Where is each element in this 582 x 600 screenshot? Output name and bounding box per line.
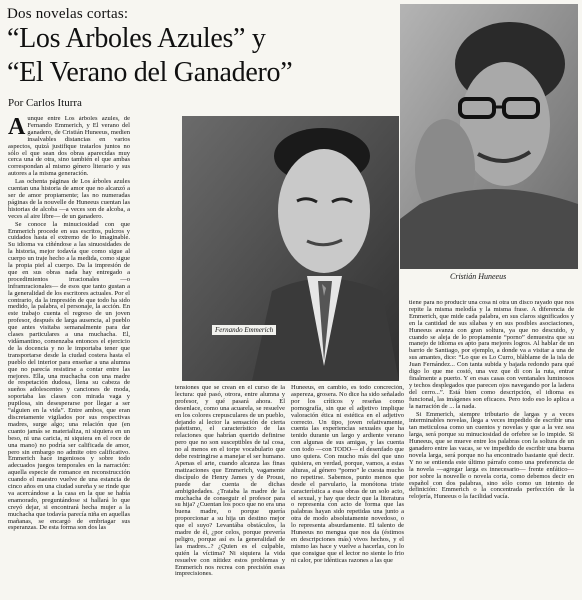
drop-cap: A — [8, 116, 26, 140]
article-column-2 — [175, 385, 285, 595]
portrait-photo-emmerich — [182, 116, 399, 381]
paragraph: Las ochenta páginas de Los árboles azules cuentan una historia de amor que no alcanzó a ser de amor propiamente; las no numeradas páginas de la nouvelle de Huneeus cuentan las historias de alcoba —a veces son de alcoba, a veces al aire libre— de un ganadero. — [8, 178, 130, 220]
paragraph: Si Emmerich, siempre tributario de largas y a veces interminables novelas, llega a veces impedido de escribir una tan meticulosa como un cuentos y novelas y que a la vez sea larga, será porque su minuciosidad de orfebre se lo impide. Si Huneeus, que se mueve entre los palabras con la soltura de un ganadero entre las vacas, se ve impedido de escribir una buena novela larga, será porque no ha encontrado bastante qué decir. Y no se entienda este último párrafo como una preferencia de la novela —agregar larga es innecesario— frente enfático— por sobre la nouvelle o novela corta, como debemos decir en español con dos palabras, sino sólo como un intento de definición: Emmerich o la concentrada perfección de la relojería, Huneeus o la facilidad vacía. — [409, 410, 574, 501]
paragraph: Se conoce la minuciosidad con que Emmerich procede en sus escritos, pulcros y cuidados hasta el extremo de lo imaginable. Su idioma va ciñéndose a las sinuosidades de la historia, mejor todavía que como sigue al cuerpo un traje hecho a la medida, como sigue la propia piel al cuerpo. Da la impresión de que en sus obras nada hay entregado a procedimientos irracionales —o inframracionales— de esos que tanto gustan a la generalidad de los escritores actuales. Por el contrario, da la impresión de que todo ha sido medido, la palabra, el personaje, la acción. En este trabajo cuenta el regreso de un joven profesor, después de larga ausencia, al pueblo que antes visitaba semanalmente para dar clases particulares a una muchacha. El, vidámantino, comenzaba entonces el ejercicio de la docencia y no le importaba tener que transportarse desde la ciudad costera hasta el pueblo del interior para enseñar a una alumna que no parecía resistirse a contar entre las mejores. Ella, una muchacha con una madre de respetación dudosa, llena su cabeza de sueños adolescentes y canciones de moda, soportaba las clases con mirada vaga y pupilosa, sin desesperarse por llegar a ser “alguien en la vida”. Entre ambos, que eran discretamente vigilados por sus respectivas madres, surge algo; una relación que (en cuanto jamás se materializa, ni siquiera en un beso, ni una caricia, ni siquiera en el roce de una mano) no podría ser calificada de amor, pero sin embargo no admite otro calificativo. Emmerich hace ingeniosos y sobre todo adecuados juegos temporales en la narración: aquella especie de romance en reconstrucción cuando el maestro vuelve de una estancia de cinco años en una ciudad sureña y se rinde que va acercándose a la casa en la que se había enamorado, preguntándose si hallará lo que creyó dejar, si encontrará hecha mujer a la muchacha que todavía parecía niña en aquellas mañanas, se encargó de embriagar sus esperanzas. De esta forma son dos las — [8, 220, 130, 532]
paragraph: tensiones que se crean en el curso de la lectura: qué pasó, otrora, entre alumna y profesor, y qué pasará ahora. El desenlace, como una acuarela, se resuelve en los colores crepusculares de un pueblo, dejando al lector la sensación de cierta patetismo, el característico de las relaciones que habrían querido definirse pero que no son susceptibles de tal cosa, no al menos en el torpe vocabulario que debe restringirse a manejar el ser humano. Apenas el arte, cuando alcanza las finas matizaciones que Emmerich, vagamente discípulo de Henry James y de Proust, puede dar cuenta de dichas ambigüedades. ¿Trataba la madre de la muchacha de conseguir el profesor para su hija? ¿Cuentan los poco que no era una buena madre, o porque quería proporcionar a su hija un destino mejor que el suyo? Levantába obstáculos, la madre de él, ¿por celos, porque prevería peligro, porque así es la generalidad de las madres...? ¿Quien es el culpable, quién la víctima? Ni siquiera la vida resuelve con nítidez estos problemas y Emmerich nos recrea con precisión esas imprecisiones. — [175, 385, 285, 578]
article-kicker: Dos novelas cortas: — [7, 6, 129, 22]
article-title-line-1: “Los Arboles Azules” y — [7, 23, 266, 54]
paragraph — [8, 116, 130, 178]
caption-huneeus: Cristián Huneeus — [450, 272, 507, 281]
portrait-photo-huneeus — [400, 4, 578, 269]
paragraph: tiene para no producir una cosa ni otra un disco rayado que nos repite la misma melodía y la misma frase. A diferencia de Emmerich, que mide cada palabra, en sus claros significados y en la cantidad de sus sílabas y en sus posibles asociaciones, Huneeus avanza con gran soltura, ya que no descuido, y cuando se aleja de lo propiamente “porno” demuestra que su manejo de idioma es apto para mejores logros. Al hablar de un barrio de Santiago, por ejemplo, a donde va a visitar a una de sus amantes, dice: “Lo que es Lo Curro, bláblame de la isla de Juan Fernández... Con tanta subida y bajada redondo para qué digo lo que me costó, una vez que di con la ruta, entrar finalmente a puerto. Y en esas casas con ventanales luminosos y techos desplegados que parecen ojos navegando por la ladera del cerro...”. Está bien como descripción, el idioma es funcional, las imágenes son eficaces. Pero todo eso lo aplica a la narración de ... la nada. — [409, 300, 574, 410]
article-title-line-2: “El Verano del Ganadero” — [7, 57, 293, 88]
caption-emmerich — [212, 325, 276, 335]
article-column-4 — [409, 300, 574, 595]
article-column-3 — [291, 385, 404, 595]
paragraph-text: unque entre Los árboles azules, de Fernando Emmerich, y El verano del ganadero, de Cristián Huneeus, medien insalvables distancias en varios aspectos, quizá justifique tratarlos juntos no sólo el que sean dos obras aparecidas muy cerca una de otra, sino también el que ambas correspondan al mismo género literario y sus autores a la misma generación. — [8, 116, 130, 178]
paragraph: Huneeus, en cambio, es todo concreción, aspereza, grosera. No dice ha sido señalado por los críticos y reseñas como pornografía, sin que el adjetivo implique valoración ética ni estética en el adjetivo correcto. Un tipo, joven relativamente, cuenta las experiencias sexuales que ha tenido durante un largo y ardiente verano con algunas de sus amigas, y las cuenta con todo —con TODO— el desenfado que uno quiera. Con mucho más del que uno quisiera, en verdad, porque, vamos, a estas alturas, al género “porno” le cuesta mucho no repetirse. Sabemos, punto menos que desde el parvulario, la monótona triste característica a esas obras de un solo acto, el sexual, y hay que decir que la literatura o representa con acto de forma que las palabras hayan sido repetidas una junto a otra de modo absolutamente novedoso, o lo representa absurdamente. El talento de Huneeus no mengua que nos da (éstimos en descripciones más) vivos hechos, y el mismo las hace y vuelve a hacerlas, con lo que consigue que el lector no siente lo frio ni calor, por idénticas razones a las que — [291, 385, 404, 564]
caption-emmerich-text: Fernando Emmerich — [215, 326, 274, 334]
article-byline: Por Carlos Iturra — [8, 97, 82, 109]
article-column-1 — [8, 116, 130, 596]
